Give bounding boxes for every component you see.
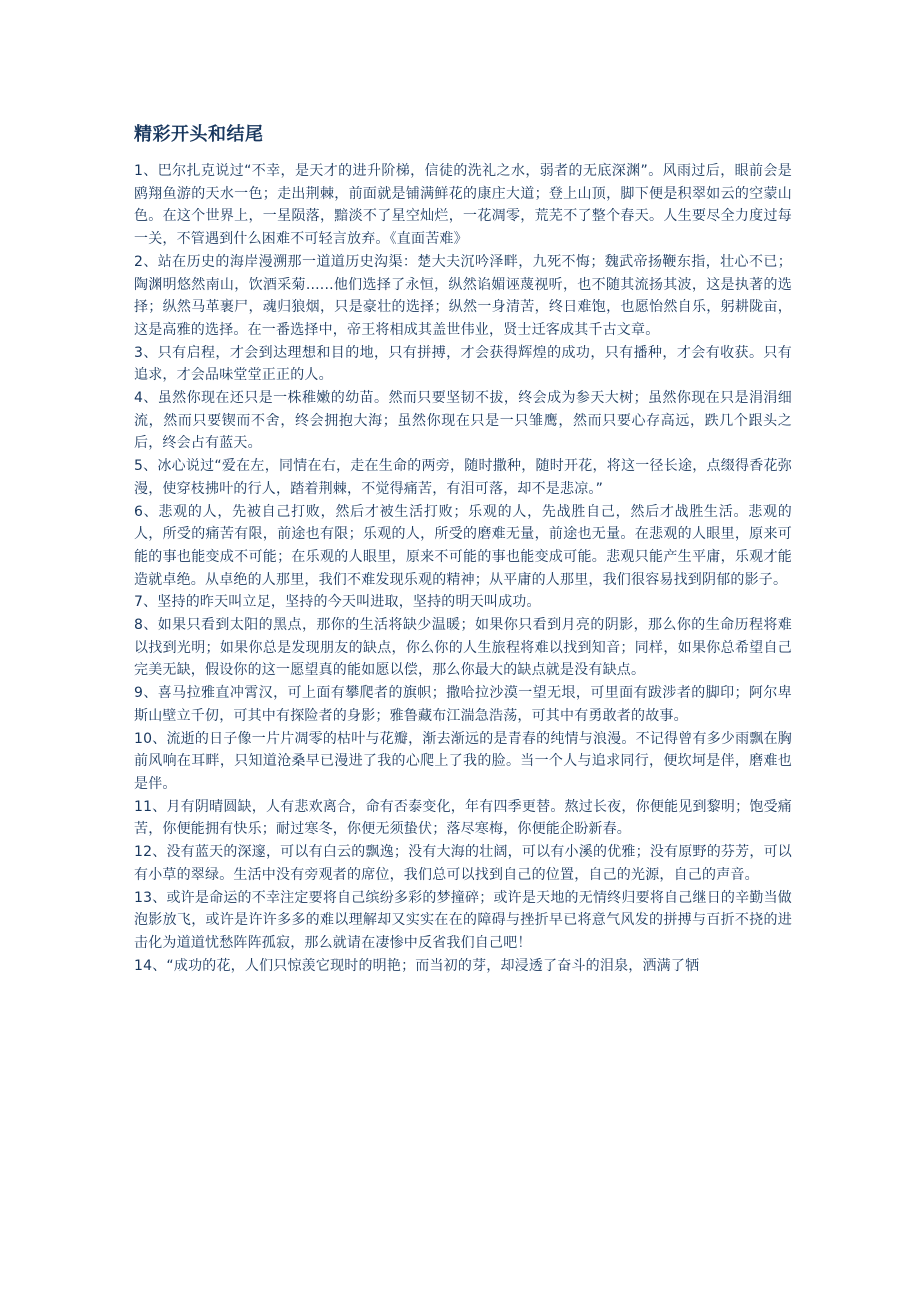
paragraph-9: 9、喜马拉雅直冲霄汉，可上面有攀爬者的旗帜；撒哈拉沙漠一望无垠，可里面有跋涉者的脚印；阿尔卑斯山壁立千仞，可其中有探险者的身影；雅鲁藏布江湍急浩荡，可其中有勇敢者的故事。	[134, 685, 792, 724]
paragraph-7: 7、坚持的昨天叫立足，坚持的今天叫进取，坚持的明天叫成功。	[134, 594, 541, 611]
paragraph-4: 4、虽然你现在还只是一株稚嫩的幼苗。然而只要坚韧不拔，终会成为参天大树；虽然你现在只是涓涓细流，然而只要锲而不舍，终会拥抱大海；虽然你现在只是一只雏鹰，然而只要心存高远，跌几个跟头之后，终会占有蓝天。	[134, 390, 792, 452]
paragraph-14: 14、“成功的花，人们只惊羡它现时的明艳；而当初的芽，却浸透了奋斗的泪泉，洒满了牺	[134, 957, 700, 974]
document-page	[134, 118, 792, 977]
paragraph-2: 2、站在历史的海岸漫溯那一道道历史沟渠：楚大夫沉吟泽畔，九死不悔；魏武帝扬鞭东指，壮心不已；陶渊明悠然南山，饮酒采菊......他们选择了永恒，纵然谄媚诬蔑视听，也不随其流扬其波，这是执著的选择；纵然马革裹尸，魂归狼烟，只是豪壮的选择；纵然一身清苦，终日难饱，也愿怡然自乐，躬耕陇亩，这是高雅的选择。在一番选择中，帝王将相成其盖世伟业，贤士迁客成其千古文章。	[134, 253, 792, 338]
paragraph-12: 12、没有蓝天的深邃，可以有白云的飘逸；没有大海的壮阔，可以有小溪的优雅；没有原野的芬芳，可以有小草的翠绿。生活中没有旁观者的席位，我们总可以找到自己的位置，自己的光源，自己的声音。	[134, 844, 792, 883]
paragraph-list	[134, 160, 792, 977]
paragraph-13: 13、或许是命运的不幸注定要将自己缤纷多彩的梦撞碎；或许是天地的无情终归要将自己继日的辛勤当做泡影放飞，或许是许许多多的难以理解却又实实在在的障碍与挫折早已将意气风发的拼搏与百折不挠的进击化为道道忧愁阵阵孤寂，那么就请在凄惨中反省我们自己吧！	[134, 889, 792, 951]
paragraph-1: 1、巴尔扎克说过“不幸，是天才的进升阶梯，信徒的洗礼之水，弱者的无底深渊”。风雨过后，眼前会是鸥翔鱼游的天水一色；走出荆棘，前面就是铺满鲜花的康庄大道；登上山顶，脚下便是积翠如云的空蒙山色。在这个世界上，一星陨落，黯淡不了星空灿烂，一花凋零，荒芜不了整个春天。人生要尽全力度过每一关，不管遇到什么困难不可轻言放弃。《直面苦难》	[134, 163, 792, 248]
paragraph-6: 6、悲观的人，先被自己打败，然后才被生活打败；乐观的人，先战胜自己，然后才战胜生活。悲观的人，所受的痛苦有限，前途也有限；乐观的人，所受的磨难无量，前途也无量。在悲观的人眼里，原来可能的事也能变成不可能；在乐观的人眼里，原来不可能的事也能变成可能。悲观只能产生平庸，乐观才能造就卓绝。从卓绝的人那里，我们不难发现乐观的精神；从平庸的人那里，我们很容易找到阴郁的影子。	[134, 503, 792, 588]
paragraph-3: 3、只有启程，才会到达理想和目的地，只有拼搏，才会获得辉煌的成功，只有播种，才会有收获。只有追求，才会品味堂堂正正的人。	[134, 344, 792, 384]
document-title: 精彩开头和结尾	[134, 124, 264, 145]
paragraph-5: 5、冰心说过“爱在左，同情在右，走在生命的两旁，随时撒种，随时开花，将这一径长途，点缀得香花弥漫，使穿枝拂叶的行人，踏着荆棘，不觉得痛苦，有泪可落，却不是悲凉。”	[134, 458, 792, 497]
paragraph-11: 11、月有阴晴圆缺，人有悲欢离合，命有否泰变化，年有四季更替。熬过长夜，你便能见到黎明；饱受痛苦，你便能拥有快乐；耐过寒冬，你便无须蛰伏；落尽寒梅，你便能企盼新春。	[134, 798, 792, 838]
paragraph-8: 8、如果只看到太阳的黑点，那你的生活将缺少温暖；如果你只看到月亮的阴影，那么你的生命历程将难以找到光明；如果你总是发现朋友的缺点，你么你的人生旅程将难以找到知音；同样，如果你总希望自己完美无缺，假设你的这一愿望真的能如愿以偿，那么你最大的缺点就是没有缺点。	[134, 617, 792, 679]
paragraph-10: 10、流逝的日子像一片片凋零的枯叶与花瓣，渐去渐远的是青春的纯情与浪漫。不记得曾有多少雨飘在胸前风响在耳畔，只知道沧桑早已漫进了我的心爬上了我的脸。当一个人与追求同行，便坎坷是伴，磨难也是伴。	[134, 730, 792, 792]
